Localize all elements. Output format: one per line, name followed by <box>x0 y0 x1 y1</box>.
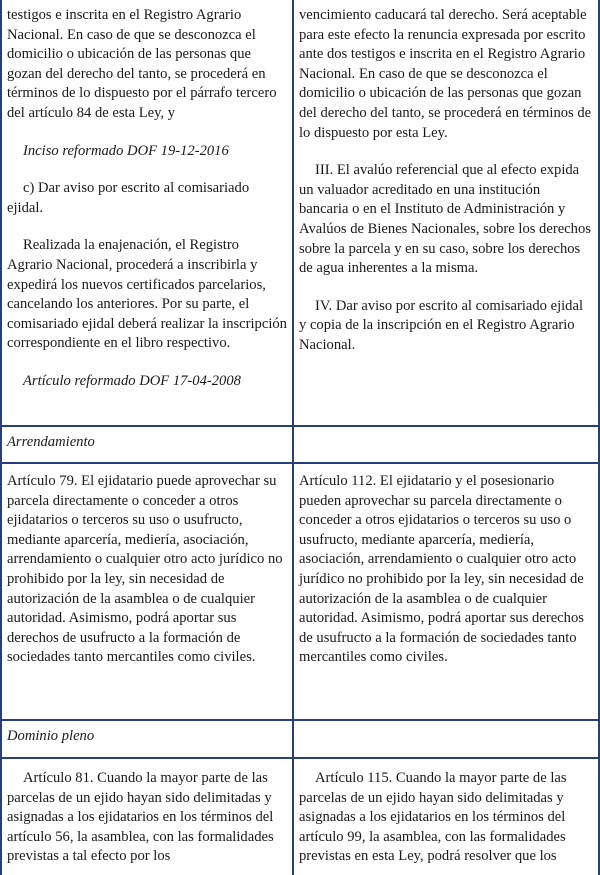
amendment-note: Inciso reformado DOF 19-12-2016 <box>23 142 229 159</box>
amendment-note: Artículo reformado DOF 17-04-2008 <box>23 372 241 389</box>
section-heading-row <box>2 427 598 464</box>
paragraph: Artículo 112. El ejidatario y el posesionario pueden aprovechar su parcela directamente o conceder a otros ejidatarios o terceros su uso o usufructo, mediante aparcería, mediería, asociación, arrendamiento o cualquier otro acto jurídico no prohibido por la ley, sin necesidad de autorización de la asamblea o de cualquier autoridad. Asimismo, podrá aportar sus derechos de usufructo a la formación de sociedades tanto mercantiles como civiles. <box>299 473 584 666</box>
paragraph: Realizada la enajenación, el Registro Agrario Nacional, procederá a inscribirla y expedirá los nuevos certificados parcelarios, cancelando los anteriores. Por su parte, el comisariado ejidal deberá realizar la inscripción correspondiente en el libro respectivo. <box>7 237 287 352</box>
left-column-cell <box>2 464 294 719</box>
section-heading: Arrendamiento <box>2 427 294 462</box>
table-row <box>2 759 598 875</box>
paragraph: III. El avalúo referencial que al efecto expida un valuador acreditado en una institución bancaria o en el Instituto de Administración y Avalúos de Bienes Nacionales, sobre los derechos sobre la parcela y en su caso, sobre los derechos de agua inherentes a la misma. <box>299 162 591 277</box>
right-column-cell <box>294 0 598 425</box>
paragraph: vencimiento caducará tal derecho. Será aceptable para este efecto la renuncia expresada por escrito ante dos testigos e inscrita en el Registro Agrario Nacional. En caso de que se desconozca el domicilio o ubicación de las personas que gozan del derecho del tanto, se procederá en términos de lo dispuesto por esta Ley. <box>299 7 592 141</box>
paragraph: c) Dar aviso por escrito al comisariado ejidal. <box>7 180 250 216</box>
empty-cell <box>294 427 598 462</box>
section-heading: Dominio pleno <box>2 721 294 757</box>
right-column-cell <box>294 464 598 719</box>
left-column-cell <box>2 0 294 425</box>
left-column-cell <box>2 759 294 875</box>
paragraph: Artículo 115. Cuando la mayor parte de las parcelas de un ejido hayan sido delimitadas y asignadas a los ejidatarios en los términos del artículo 99, la asamblea, con las formalidades previstas en esta Ley, podrá resolver que los <box>299 770 567 865</box>
table-row <box>2 464 598 721</box>
paragraph: testigos e inscrita en el Registro Agrario Nacional. En caso de que se desconozca el domicilio o ubicación de las personas que gozan del derecho del tanto, se procederá en términos de lo dispuesto por el párrafo tercero del artículo 84 de esta Ley, y <box>7 7 277 121</box>
table-row <box>2 0 598 427</box>
right-column-cell <box>294 759 598 875</box>
paragraph: IV. Dar aviso por escrito al comisariado ejidal y copia de la inscripción en el Registro Agrario Nacional. <box>299 297 584 353</box>
section-heading-row <box>2 721 598 759</box>
paragraph: Artículo 79. El ejidatario puede aprovechar su parcela directamente o conceder a otros ejidatarios o terceros su uso o usufructo, mediante aparcería, mediería, asociación, arrendamiento o cualquier otro acto jurídico no prohibido por la ley, sin necesidad de autorización de la asamblea o de cualquier autoridad. Asimismo, podrá aportar sus derechos de usufructo a la formación de sociedades tanto mercantiles como civiles. <box>7 473 283 666</box>
empty-cell <box>294 721 598 757</box>
paragraph: Artículo 81. Cuando la mayor parte de las parcelas de un ejido hayan sido delimitadas y asignadas a los ejidatarios en los términos del artículo 56, la asamblea, con las formalidades previstas a tal efecto por los <box>7 770 274 865</box>
